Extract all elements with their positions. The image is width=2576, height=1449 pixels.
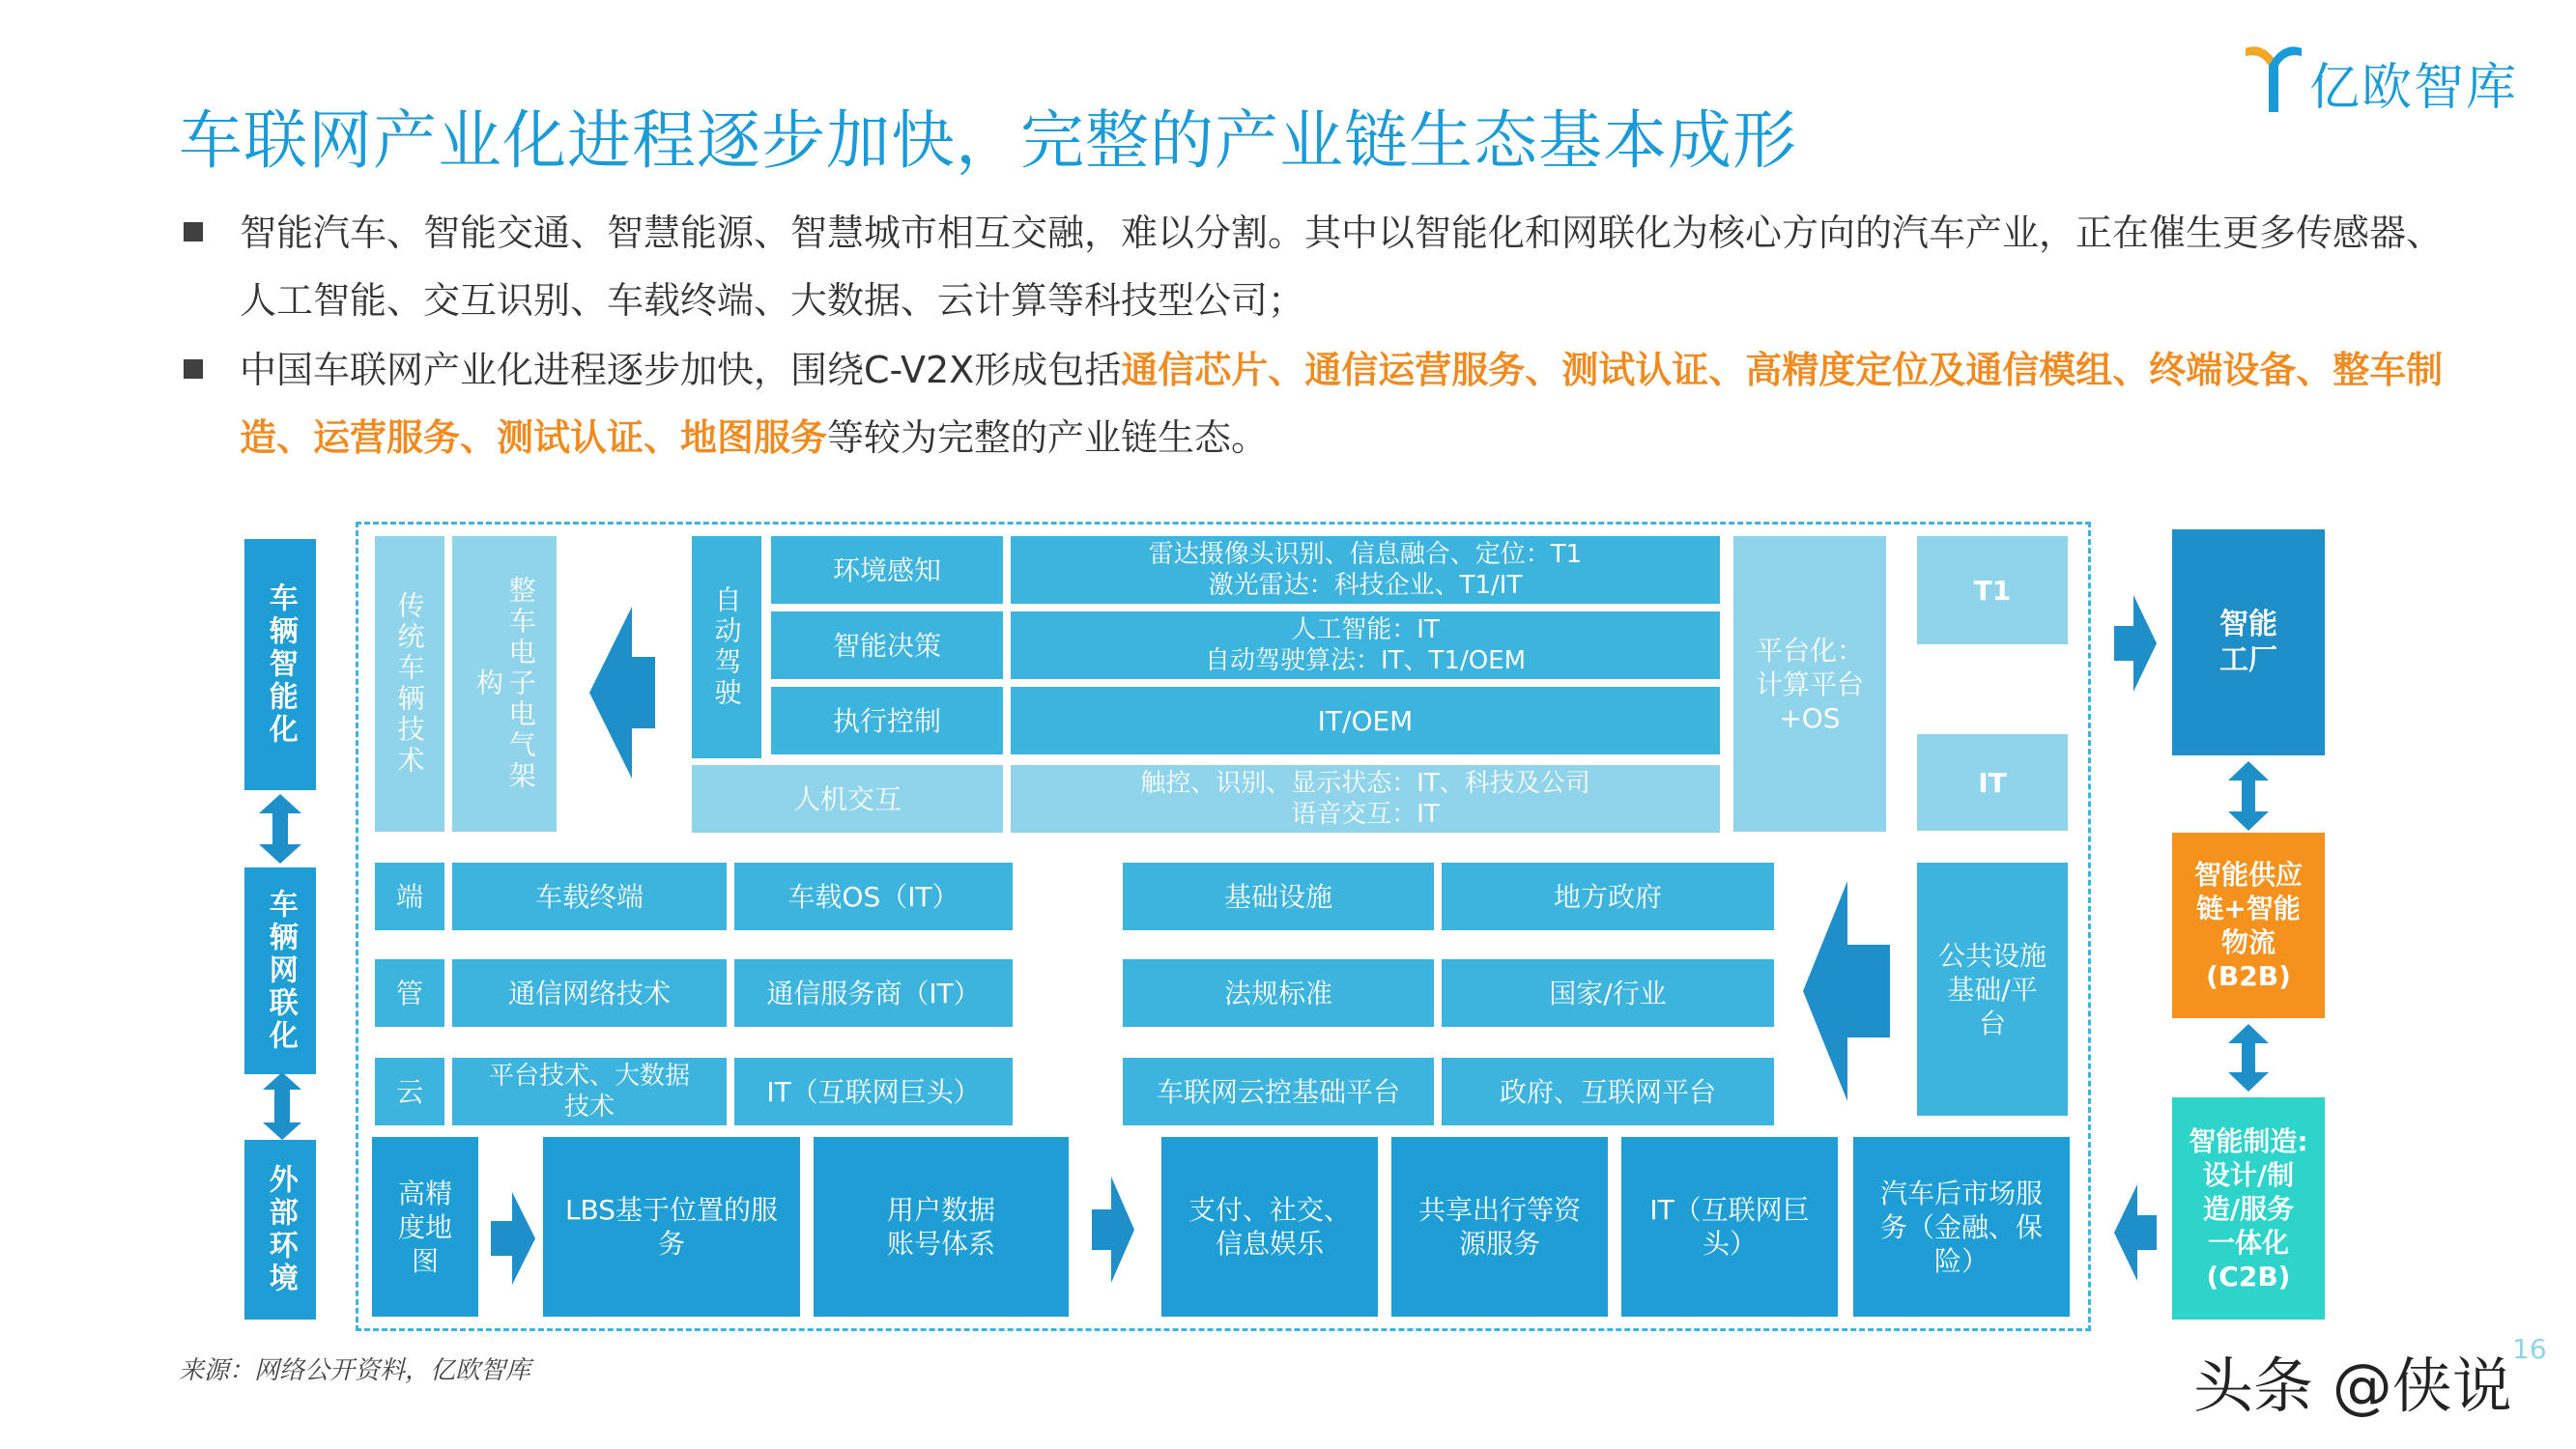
right-arrow-icon — [2114, 595, 2157, 692]
vehicle-intelligent-label: 车辆智能化 — [244, 539, 316, 790]
left-arrow-icon — [589, 607, 655, 779]
double-arrow-icon — [259, 794, 301, 864]
internet-giants: IT（互联网巨头） — [734, 1058, 1013, 1125]
smart-factory: 智能 工厂 — [2172, 529, 2325, 755]
internet-giants-bottom: IT（互联网巨 头） — [1621, 1137, 1838, 1317]
bullet-2-highlight: 通信芯片、通信运营服务、测试认证、高精度定位及通信模组、终端设备、整车制造、运营服务、测试认证、地图服务 — [240, 349, 2444, 459]
infrastructure: 基础设施 — [1123, 863, 1434, 930]
bullet-marker — [184, 222, 203, 242]
user-data-account: 用户数据 账号体系 — [814, 1137, 1069, 1317]
env-perception-detail: 雷达摄像头识别、信息融合、定位：T1 激光雷达：科技企业、T1/IT — [1011, 536, 1720, 604]
platform-os: 平台化： 计算平台 +OS — [1733, 536, 1886, 832]
side-cloud: 云 — [375, 1058, 444, 1125]
env-perception: 环境感知 — [771, 536, 1003, 604]
iov-cloud-platform: 车联网云控基础平台 — [1123, 1058, 1434, 1125]
execution-control: 执行控制 — [771, 687, 1003, 754]
vehicle-os: 车载OS（IT） — [734, 863, 1013, 930]
watermark: 头条 @侠说 — [2193, 1350, 2512, 1421]
right-arrow-icon — [491, 1192, 535, 1285]
source-note: 来源：网络公开资料，亿欧智库 — [179, 1356, 531, 1385]
intelligent-decision-detail: 人工智能：IT 自动驾驶算法：IT、T1/OEM — [1011, 611, 1720, 679]
payment-social-entertainment: 支付、社交、 信息娱乐 — [1161, 1137, 1378, 1317]
side-terminal: 端 — [375, 863, 444, 930]
double-arrow-icon — [2228, 761, 2269, 831]
gov-internet-platform: 政府、互联网平台 — [1442, 1058, 1774, 1125]
autonomous-driving: 自动驾驶 — [692, 536, 761, 758]
left-arrow-icon — [1803, 881, 1890, 1101]
ev-architecture: 整车电子电气架构 — [452, 536, 557, 832]
logo-text: 亿欧智库 — [2309, 59, 2519, 117]
it-box: IT — [1917, 734, 2068, 831]
local-government: 地方政府 — [1442, 863, 1774, 930]
hd-map: 高精 度地 图 — [372, 1137, 478, 1317]
shared-mobility: 共享出行等资 源服务 — [1391, 1137, 1608, 1317]
external-environment-label: 外部环境 — [244, 1140, 316, 1320]
national-industry: 国家/行业 — [1442, 959, 1774, 1027]
aftermarket-services: 汽车后市场服 务（金融、保 险） — [1853, 1137, 2070, 1317]
execution-control-detail: IT/OEM — [1011, 687, 1720, 754]
comm-network-tech: 通信网络技术 — [452, 959, 727, 1027]
intelligent-decision: 智能决策 — [771, 611, 1003, 679]
bullet-2-pre: 中国车联网产业化进程逐步加快，围绕C-V2X形成包括 — [240, 349, 1122, 391]
bullet-2-post: 等较为完整的产业链生态。 — [827, 416, 1269, 459]
lbs-service: LBS基于位置的服 务 — [543, 1137, 800, 1317]
vehicle-connected-label: 车辆网联化 — [244, 867, 316, 1074]
bullet-text-1: 智能汽车、智能交通、智慧能源、智慧城市相互交融，难以分割。其中以智能化和网联化为核心方向的汽车产业，正在催生更多传感器、人工智能、交互识别、车载终端、大数据、云计算等科技型公司； — [240, 212, 2444, 322]
bullet-marker — [184, 359, 203, 379]
vehicle-terminal: 车载终端 — [452, 863, 727, 930]
smart-supply-chain: 智能供应 链+智能 物流 (B2B) — [2172, 833, 2325, 1018]
hmi-detail: 触控、识别、显示状态：IT、科技及公司 语音交互：IT — [1011, 765, 1720, 833]
logo — [2242, 39, 2522, 116]
side-pipe: 管 — [375, 959, 444, 1027]
page-number: 16 — [2512, 1333, 2547, 1365]
smart-manufacturing: 智能制造: 设计/制 造/服务 一体化 (C2B) — [2172, 1097, 2325, 1320]
double-arrow-icon — [263, 1072, 301, 1140]
left-arrow-icon — [2114, 1184, 2157, 1281]
traditional-vehicle-tech: 传统车辆技术 — [375, 536, 444, 832]
page-title: 车联网产业化进程逐步加快，完整的产业链生态基本成形 — [179, 103, 1797, 178]
regulations-standards: 法规标准 — [1123, 959, 1434, 1027]
platform-bigdata: 平台技术、大数据 技术 — [452, 1058, 727, 1125]
comm-service-provider: 通信服务商（IT） — [734, 959, 1013, 1027]
right-arrow-icon — [1092, 1177, 1134, 1283]
logo-mark-icon — [2242, 39, 2305, 116]
bullet-text-2 — [240, 336, 2452, 471]
public-infrastructure: 公共设施 基础/平 台 — [1917, 863, 2068, 1116]
hmi: 人机交互 — [692, 765, 1003, 833]
t1-box: T1 — [1917, 536, 2068, 644]
double-arrow-icon — [2228, 1024, 2269, 1092]
